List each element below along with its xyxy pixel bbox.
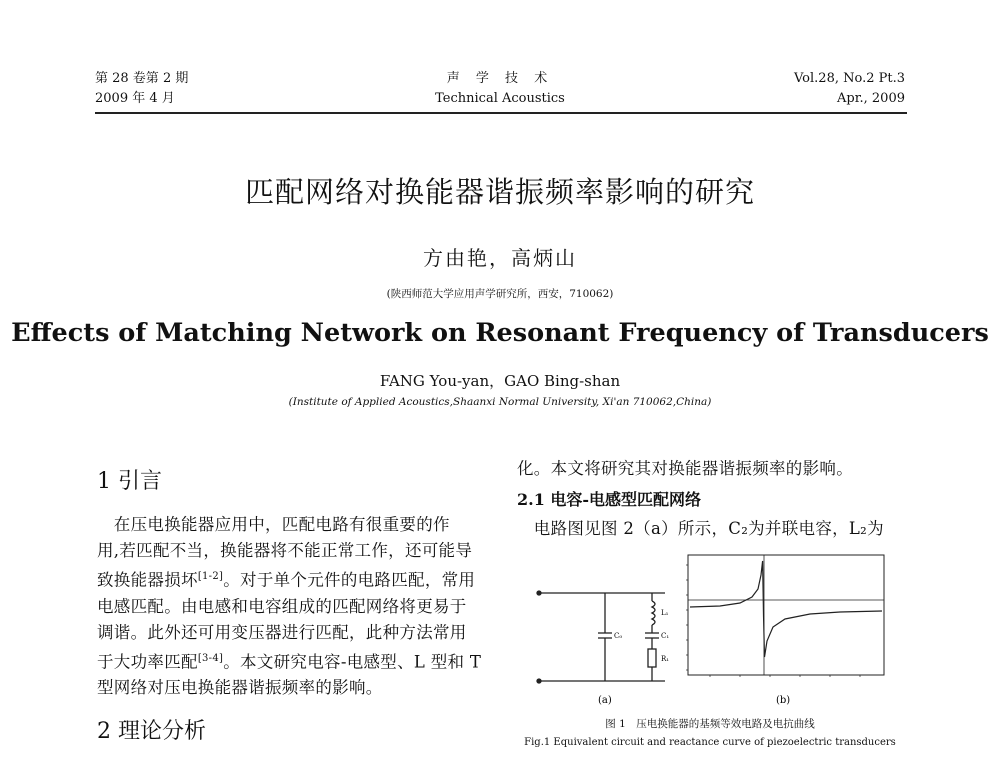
citation[interactable]: [1-2] — [197, 571, 224, 582]
intro-paragraph — [97, 512, 492, 701]
affiliation-cn: (陕西师范大学应用声学研究所，西安，710062) — [386, 288, 614, 300]
para-line: 型网络对压电换能器谐振频率的影响。 — [97, 678, 383, 697]
journal-name-en: Technical Acoustics — [435, 91, 565, 106]
figure-caption-en: Fig.1 Equivalent circuit and reactance curve of piezoelectric transducers — [524, 737, 896, 748]
section-1-heading: 1 引言 — [97, 469, 162, 494]
citation[interactable]: [3-4] — [197, 652, 224, 664]
journal-date-en: Apr., 2009 — [837, 91, 905, 106]
para-line: 于大功率匹配[3-4]。本文研究电容-电感型、L 型和 T — [97, 652, 482, 671]
title-cn: 匹配网络对换能器谐振频率影响的研究 — [244, 175, 755, 209]
authors-cn: 方由艳，高炳山 — [423, 246, 577, 270]
para-line: 调谐。此外还可用变压器进行匹配，此种方法常用 — [97, 622, 467, 642]
figure-caption-cn: 图 1 压电换能器的基频等效电路及电抗曲线 — [605, 718, 815, 730]
para-line: 致换能器损坏[1-2]。对于单个元件的电路匹配，常用 — [97, 570, 476, 590]
journal-name-cn: 声 学 技 术 — [446, 71, 554, 86]
journal-volume-en: Vol.28, No.2 Pt.3 — [793, 71, 905, 86]
label-a: (a) — [598, 695, 612, 705]
section-2-heading: 2 理论分析 — [97, 719, 206, 744]
component-l1: L₁ — [661, 609, 669, 617]
para-line: 用,若匹配不当，换能器将不能正常工作，还可能导 — [97, 541, 473, 560]
equivalent-circuit-diagram — [537, 591, 665, 683]
affiliation-en: (Institute of Applied Acoustics,Shaanxi Normal University, Xi'an 710062,China) — [288, 396, 712, 408]
title-en: Effects of Matching Network on Resonant Frequency of Transducers — [11, 318, 989, 348]
para-line: 在压电换能器应用中，匹配电路有很重要的作 — [97, 515, 450, 534]
component-r1: R₁ — [661, 655, 670, 663]
authors-en: FANG You-yan，GAO Bing-shan — [379, 372, 621, 390]
right-col-line1: 化。本文将研究其对换能器谐振频率的影响。 — [517, 459, 853, 478]
journal-date: 2009 年 4 月 — [95, 91, 175, 106]
para-line: 电感匹配。由电感和电容组成的匹配网络将更易于 — [97, 596, 467, 616]
label-b: (b) — [776, 695, 791, 705]
figure-1 — [520, 545, 900, 705]
component-c1: C₁ — [661, 632, 670, 640]
journal-volume: 第 28 卷第 2 期 — [95, 71, 189, 86]
reactance-plot — [686, 555, 884, 677]
component-c0: C₀ — [614, 632, 623, 640]
header-rule — [95, 112, 907, 114]
subsection-2-1-heading: 2.1 电容-电感型匹配网络 — [517, 490, 702, 509]
right-col-line2: 电路图见图 2（a）所示，C₂为并联电容，L₂为 — [517, 519, 884, 538]
